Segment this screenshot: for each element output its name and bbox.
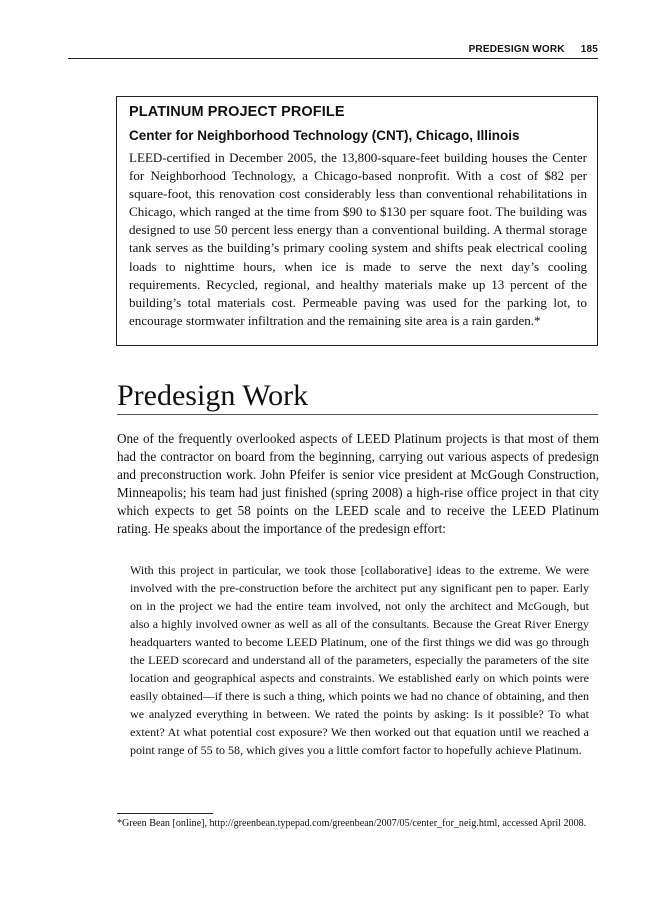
body-paragraph: One of the frequently overlooked aspects of LEED Platinum projects is that most of them had the contractor on board from the beginning, carrying out various aspects of predesign and preconstruction work. John Pfeifer is senior vice president at McGough Construction, Minneapolis; his team had just finished (spring 2008) a high-rise office project in that city which expects to get 58 points on the LEED scale and to receive the LEED Platinum rating. He speaks about the importance of the predesign effort: [117,431,599,537]
running-head-section: PREDESIGN WORK [468,44,565,55]
profile-box-body: LEED-certified in December 2005, the 13,800-square-feet building houses the Center for Neighborhood Technology, a Chicago-based nonprofit. With a cost of $82 per square-foot, this renovation cost considerably less than conventional rehabilitations in Chicago, which ranged at the time from $90 to $130 per square foot. The building was designed to use 50 percent less energy than a conventional building. A thermal storage tank serves as the building’s primary cooling system and shifts peak electrical cooling loads to nighttime hours, when ice is made to serve the next day’s cooling requirements. Recycled, regional, and healthy materials make up 13 percent of the building’s total materials cost. Permeable paving was used for the parking lot, to encourage stormwater infiltration and the remaining site area is a rain garden.* [129,150,587,328]
page-number: 185 [580,44,598,55]
footnote-rule [117,813,213,814]
heading-rule [117,414,598,415]
project-profile-box [116,96,598,346]
running-header [68,44,598,58]
header-rule [68,58,598,59]
footnote: *Green Bean [online], http://greenbean.typepad.com/greenbean/2007/05/center_for_neig.html, accessed April 2008. [117,818,587,829]
section-heading: Predesign Work [117,379,309,412]
block-quote: With this project in particular, we took those [collaborative] ideas to the extreme. We were involved with the pre-construction before the architect put any significant pen to paper. Early on in the project we had the entire team involved, not only the architect and McGough, but also a highly involved owner as well as all of the consultants. Because the Great River Energy headquarters wanted to become LEED Platinum, one of the first things we did was go through the LEED scorecard and understand all of the parameters, especially the parameters of the site location and geographical aspects and constraints. We established early on which points were easily obtained—if there is such a thing, which points we had no chance of obtaining, and then we analyzed everything in between. We rated the points by asking: Is it possible? To what extent? At what potential cost exposure? We then worked out that equation until we reached a point range of 55 to 58, which gives you a little comfort factor to hopefully achieve Platinum. [130,563,589,757]
profile-box-subtitle: Center for Neighborhood Technology (CNT), Chicago, Illinois [129,128,520,143]
profile-box-title: PLATINUM PROJECT PROFILE [129,104,345,120]
